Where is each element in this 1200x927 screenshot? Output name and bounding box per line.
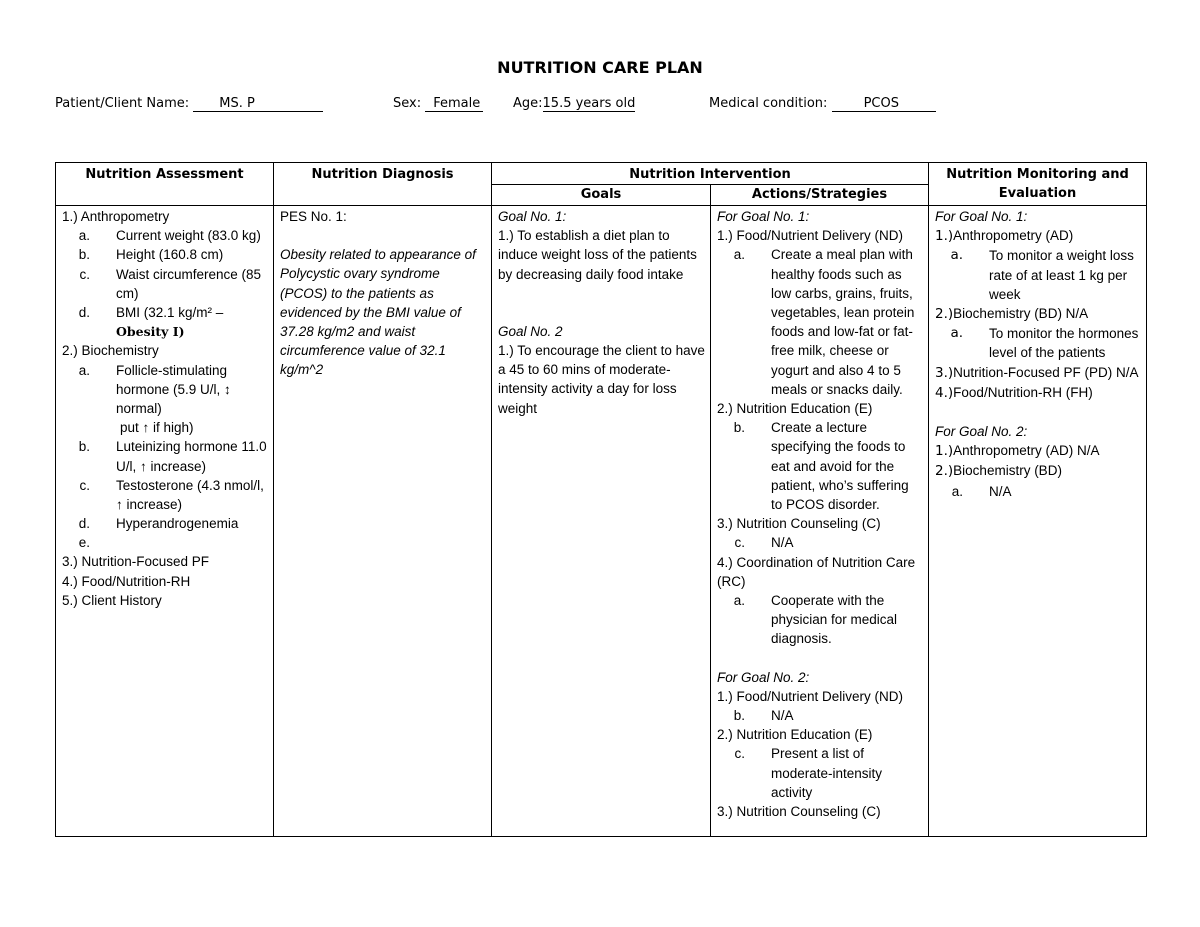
- list-item: b. N/A: [733, 708, 794, 724]
- action-nd-2: 1.) Food/Nutrient Delivery (ND): [717, 688, 904, 704]
- medical-condition-label: Medical condition:: [709, 96, 828, 111]
- header-goals: Goals: [492, 185, 711, 206]
- actions-goal-1-label: For Goal No. 1:: [717, 209, 810, 224]
- list-item: e.: [78, 535, 90, 551]
- patient-name-value: MS. P: [193, 97, 323, 112]
- header-assessment: Nutrition Assessment: [56, 163, 274, 206]
- patient-age-field: [513, 96, 635, 112]
- goal-2-label: Goal No. 2: [498, 323, 563, 339]
- list-item: b. Create a lecture specifying the foods to eat and avoid for the patient, who’s suffering to PCOS disorder.: [733, 420, 909, 513]
- monitoring-bd: 2.)Biochemistry (BD) N/A: [935, 306, 1089, 323]
- diagnosis-cell: [274, 206, 492, 837]
- monitoring-goal-2-label: For Goal No. 2:: [935, 424, 1028, 440]
- patient-sex-label: Sex:: [393, 96, 422, 111]
- assessment-food-nutrition: 4.) Food/Nutrition-RH: [62, 573, 191, 589]
- action-nd-1: 1.) Food/Nutrient Delivery (ND): [717, 228, 904, 244]
- actions-cell: [711, 206, 929, 837]
- patient-age-value: 15.5 years old: [542, 96, 636, 111]
- list-item: d. Hyperandrogenemia: [78, 516, 239, 532]
- monitoring-goal-1-label: For Goal No. 1:: [935, 209, 1028, 224]
- list-item: a. N/A: [951, 483, 1012, 499]
- list-item: b. Height (160.8 cm): [78, 247, 224, 263]
- list-item: b. Luteinizing hormone 11.0 U/l, ↑ increase): [78, 439, 267, 474]
- action-ne-2: 2.) Nutrition Education (E): [717, 727, 873, 743]
- monitoring-cell: [929, 206, 1147, 837]
- action-nc-2: 3.) Nutrition Counseling (C): [717, 804, 881, 820]
- assessment-anthropometry: 1.) Anthropometry: [62, 209, 170, 224]
- monitoring-bd-2: 2.)Biochemistry (BD): [935, 463, 1062, 480]
- patient-sex-value: Female: [425, 97, 483, 112]
- monitoring-fh: 4.)Food/Nutrition-RH (FH): [935, 384, 1093, 401]
- patient-name-field: [55, 96, 323, 112]
- list-item: a. Create a meal plan with healthy foods such as low carbs, grains, fruits, vegetables, lean protein foods and low-fat or fat-free milk, cheese or yogurt and also 4 to 5 meals or snacks daily.: [733, 247, 915, 397]
- list-item: c. Waist circumference (85 cm): [79, 266, 262, 301]
- pes-label: PES No. 1:: [280, 209, 347, 224]
- goal-2-text: 1.) To encourage the client to have a 45 to 60 mins of moderate-intensity activity a day for loss weight: [498, 343, 705, 416]
- patient-name-label: Patient/Client Name:: [55, 96, 190, 111]
- actions-goal-2-label: For Goal No. 2:: [717, 669, 810, 685]
- medical-condition-value: PCOS: [832, 97, 936, 112]
- patient-sex-field: [393, 96, 483, 112]
- goal-1-text: 1.) To establish a diet plan to induce weight loss of the patients by decreasing daily food intake: [498, 228, 697, 282]
- header-intervention: Nutrition Intervention: [492, 163, 929, 185]
- care-plan-table: [55, 162, 1147, 837]
- list-item: a. Current weight (83.0 kg): [78, 228, 261, 244]
- list-item: a. Follicle-stimulating hormone (5.9 U/l, ↕ normal): [78, 362, 231, 417]
- assessment-pf: 3.) Nutrition-Focused PF: [62, 554, 210, 570]
- action-nc-1: 3.) Nutrition Counseling (C): [717, 516, 881, 532]
- list-item: c. Present a list of moderate-intensity activity: [734, 746, 883, 800]
- header-diagnosis: Nutrition Diagnosis: [274, 163, 492, 206]
- action-ne-1: 2.) Nutrition Education (E): [717, 401, 873, 417]
- assessment-client-history: 5.) Client History: [62, 592, 162, 608]
- bmi-class: Obesity I): [116, 324, 185, 340]
- list-item: c. N/A: [734, 535, 794, 551]
- header-actions: Actions/Strategies: [711, 185, 929, 206]
- document-title: NUTRITION CARE PLAN: [497, 58, 703, 77]
- assessment-cell: [56, 206, 274, 837]
- goal-1-label: Goal No. 1:: [498, 209, 567, 224]
- list-item: a. To monitor the hormones level of the patients: [950, 325, 1139, 361]
- patient-age-label: Age:: [513, 96, 543, 111]
- assessment-biochemistry: 2.) Biochemistry: [62, 343, 159, 359]
- monitoring-pd: 3.)Nutrition-Focused PF (PD) N/A: [935, 364, 1139, 381]
- list-item: a. Cooperate with the physician for medical diagnosis.: [733, 593, 898, 647]
- monitoring-ad-2: 1.)Anthropometry (AD) N/A: [935, 443, 1100, 460]
- pes-statement: Obesity related to appearance of Polycystic ovary syndrome (PCOS) to the patients as evidenced by the BMI value of 37.28 kg/m2 and waist circumference value of 32.1 kg/m^2: [280, 247, 476, 378]
- bmi-text: BMI (32.1 kg/m² –: [116, 305, 224, 321]
- medical-condition-field: [709, 96, 936, 112]
- list-item: put ↑ if high): [120, 420, 194, 436]
- list-item: c. Testosterone (4.3 nmol/l, ↑ increase): [79, 477, 264, 513]
- action-rc-1: 4.) Coordination of Nutrition Care (RC): [717, 554, 916, 589]
- bmi-item: d. BMI (32.1 kg/m² – Obesity I): [78, 305, 224, 340]
- list-item: a. To monitor a weight loss rate of at least 1 kg per week: [950, 247, 1134, 302]
- goals-cell: [492, 206, 711, 837]
- header-monitoring: Nutrition Monitoring and Evaluation: [929, 163, 1147, 206]
- monitoring-ad: 1.)Anthropometry (AD): [935, 228, 1074, 245]
